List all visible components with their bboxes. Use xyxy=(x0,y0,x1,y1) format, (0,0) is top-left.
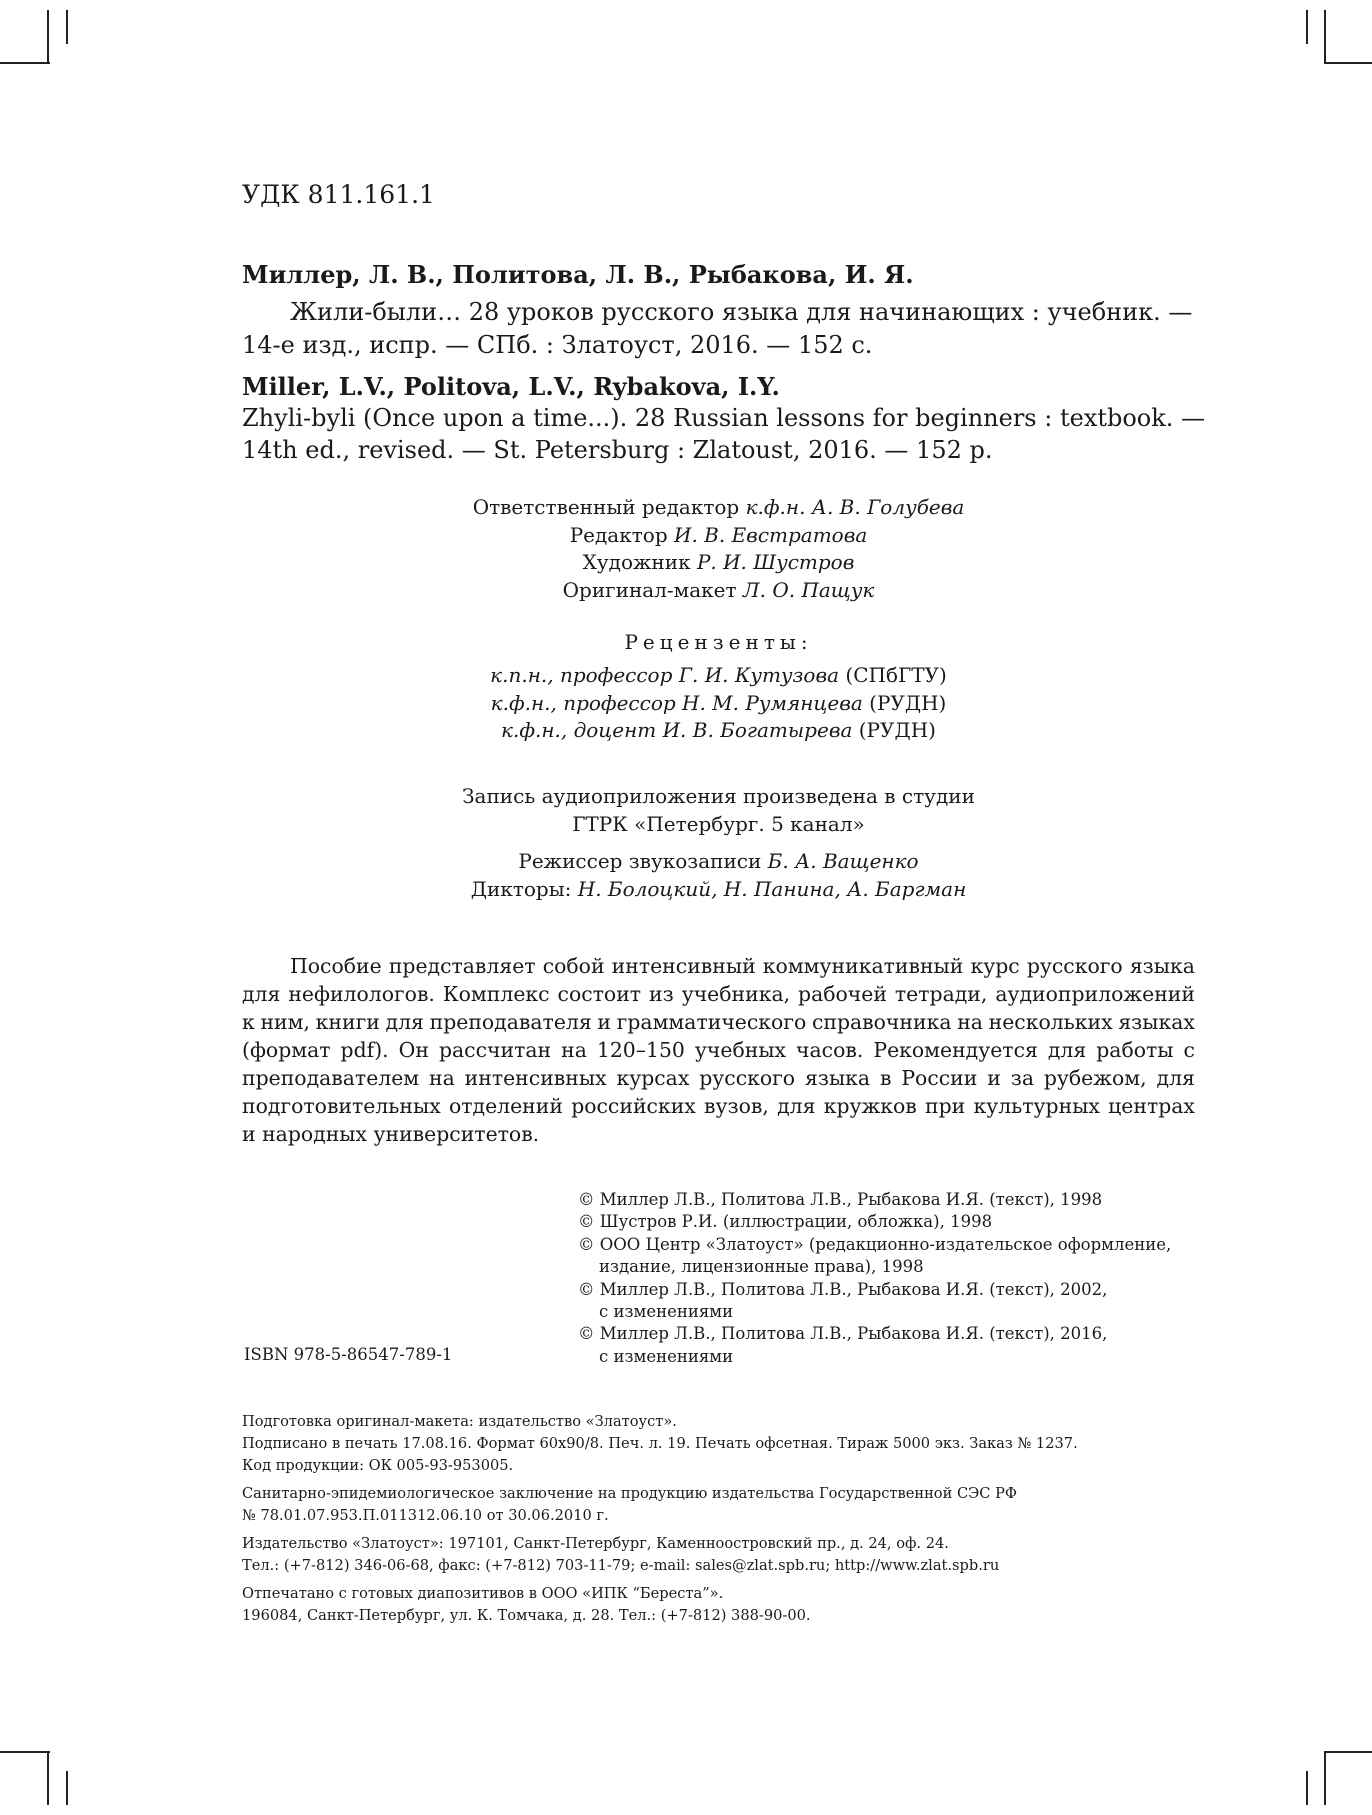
isbn: ISBN 978-5-86547-789-1 xyxy=(244,1345,453,1364)
reviewers-list xyxy=(242,662,1195,745)
credit-name: Л. О. Пащук xyxy=(742,577,875,602)
imprint-block xyxy=(242,1411,1078,1627)
sound-name: Б. А. Ващенко xyxy=(767,849,919,873)
reviewers-heading: Рецензенты: xyxy=(624,630,813,654)
credit-line xyxy=(242,577,1195,605)
credit-line xyxy=(242,522,1195,550)
crop-mark xyxy=(1325,1751,1372,1753)
copyright-line: с изменениями xyxy=(599,1302,734,1322)
imprint-line: № 78.01.07.953.П.011312.06.10 от 30.06.2010 г. xyxy=(242,1507,609,1524)
credit-role: Оригинал-макет xyxy=(562,577,737,602)
reviewer-org: (РУДН) xyxy=(858,718,936,742)
credit-name: И. В. Евстратова xyxy=(674,522,868,547)
crop-mark xyxy=(66,10,68,44)
reviewer-name: к.п.н., профессор Г. И. Кутузова xyxy=(490,663,840,687)
crop-mark xyxy=(0,62,50,64)
description-line: и народных университетов. xyxy=(242,1122,540,1146)
imprint-line: Отпечатано с готовых диапозитивов в ООО «ИПК “Береста”». xyxy=(242,1585,724,1602)
audio-line: ГТРК «Петербург. 5 канал» xyxy=(572,811,865,836)
title-english-line: 14th ed., revised. — St. Petersburg : Zlatoust, 2016. — 152 p. xyxy=(242,436,993,464)
crop-mark xyxy=(47,1751,49,1805)
authors-english: Miller, L.V., Politova, L.V., Rybakova, I.Y. xyxy=(242,372,780,401)
imprint-line: Подготовка оригинал-макета: издательство «Златоуст». xyxy=(242,1413,677,1430)
sound-name: Н. Болоцкий, Н. Панина, А. Баргман xyxy=(577,876,967,901)
credit-name: Р. И. Шустров xyxy=(696,550,855,574)
crop-mark xyxy=(1324,1751,1326,1805)
crop-mark xyxy=(47,10,49,64)
imprint-line: Подписано в печать 17.08.16. Формат 60х90/8. Печ. л. 19. Печать офсетная. Тираж 5000 экз. Заказ № 1237. xyxy=(242,1435,1078,1452)
crop-mark xyxy=(1306,10,1308,44)
description-line: для нефилологов. Комплекс состоит из учебника, рабочей тетради, аудиоприложений xyxy=(242,982,1195,1006)
copyright-line: © ООО Центр «Златоуст» (редакционно-издательское оформление, xyxy=(578,1234,1172,1254)
copyright-line: © Шустров Р.И. (иллюстрации, обложка), 1998 xyxy=(578,1212,993,1232)
reviewer-line xyxy=(242,690,1195,718)
sound-credits xyxy=(242,848,1195,903)
credit-role: Ответственный редактор xyxy=(472,495,740,519)
sound-role: Режиссер звукозаписи xyxy=(518,849,762,873)
title-russian-line: Жили-были… 28 уроков русского языка для начинающих : учебник. — xyxy=(290,298,1193,326)
reviewer-line xyxy=(242,717,1195,745)
copyright-line: © Миллер Л.В., Политова Л.В., Рыбакова И.Я. (текст), 2002, xyxy=(578,1279,1108,1299)
sound-director-line xyxy=(242,848,1195,876)
credit-role: Редактор xyxy=(569,522,668,547)
title-russian-line: 14-е изд., испр. — СПб. : Златоуст, 2016. — 152 с. xyxy=(242,331,873,359)
credit-name: к.ф.н. А. В. Голубева xyxy=(745,495,965,519)
reviewer-line xyxy=(242,662,1195,690)
reviewer-org: (СПбГТУ) xyxy=(845,663,947,687)
narrators-line xyxy=(242,876,1195,904)
credit-line xyxy=(242,549,1195,577)
description-line: подготовительных отделений российских вузов, для кружков при культурных центрах xyxy=(242,1094,1195,1118)
copyright-line: издание, лицензионные права), 1998 xyxy=(599,1257,924,1277)
credit-role: Художник xyxy=(582,550,691,574)
credit-line xyxy=(242,494,1195,522)
description-line: Пособие представляет собой интенсивный коммуникативный курс русского языка xyxy=(290,954,1195,978)
crop-mark xyxy=(1306,1771,1308,1805)
imprint-line: Издательство «Златоуст»: 197101, Санкт-Петербург, Каменноостровский пр., д. 24, оф. 24. xyxy=(242,1535,949,1552)
credits-block xyxy=(242,494,1195,604)
crop-mark xyxy=(0,1751,50,1753)
crop-mark xyxy=(1325,62,1372,64)
reviewer-org: (РУДН) xyxy=(869,690,947,715)
audio-recording-note xyxy=(242,783,1195,838)
imprint-line: 196084, Санкт-Петербург, ул. К. Томчака, д. 28. Тел.: (+7-812) 388-90-00. xyxy=(242,1607,811,1624)
imprint-line: Тел.: (+7-812) 346-06-68, факс: (+7-812) 703-11-79; e-mail: sales@zlat.spb.ru; http://www.zlat.spb.ru xyxy=(242,1557,1000,1574)
audio-line: Запись аудиоприложения произведена в студии xyxy=(462,784,975,808)
copyright-block xyxy=(578,1189,1171,1368)
imprint-line: Код продукции: ОК 005-93-953005. xyxy=(242,1457,514,1474)
udk-code: УДК 811.161.1 xyxy=(242,180,435,209)
sound-role: Дикторы: xyxy=(470,876,572,901)
copyright-line: с изменениями xyxy=(599,1346,734,1366)
description-line: преподавателем на интенсивных курсах русского языка в России и за рубежом, для xyxy=(242,1066,1195,1090)
copyright-line: © Миллер Л.В., Политова Л.В., Рыбакова И.Я. (текст), 1998 xyxy=(578,1190,1103,1209)
title-english-line: Zhyli-byli (Once upon a time...). 28 Russian lessons for beginners : textbook. — xyxy=(242,404,1206,432)
crop-mark xyxy=(1324,10,1326,64)
authors-russian: Миллер, Л. В., Политова, Л. В., Рыбакова, И. Я. xyxy=(242,260,914,289)
description-line: (формат pdf). Он рассчитан на 120–150 учебных часов. Рекомендуется для работы с xyxy=(242,1038,1195,1062)
description-line: к ним, книги для преподавателя и грамматического справочника на нескольких языках xyxy=(242,1010,1195,1034)
description-paragraph xyxy=(242,952,1195,1148)
imprint-line: Санитарно-эпидемиологическое заключение на продукцию издательства Государственной СЭС РФ xyxy=(242,1485,1018,1502)
reviewer-name: к.ф.н., профессор Н. М. Румянцева xyxy=(490,690,863,715)
crop-mark xyxy=(66,1771,68,1805)
reviewer-name: к.ф.н., доцент И. В. Богатырева xyxy=(501,718,853,742)
copyright-line: © Миллер Л.В., Политова Л.В., Рыбакова И.Я. (текст), 2016, xyxy=(578,1324,1108,1344)
